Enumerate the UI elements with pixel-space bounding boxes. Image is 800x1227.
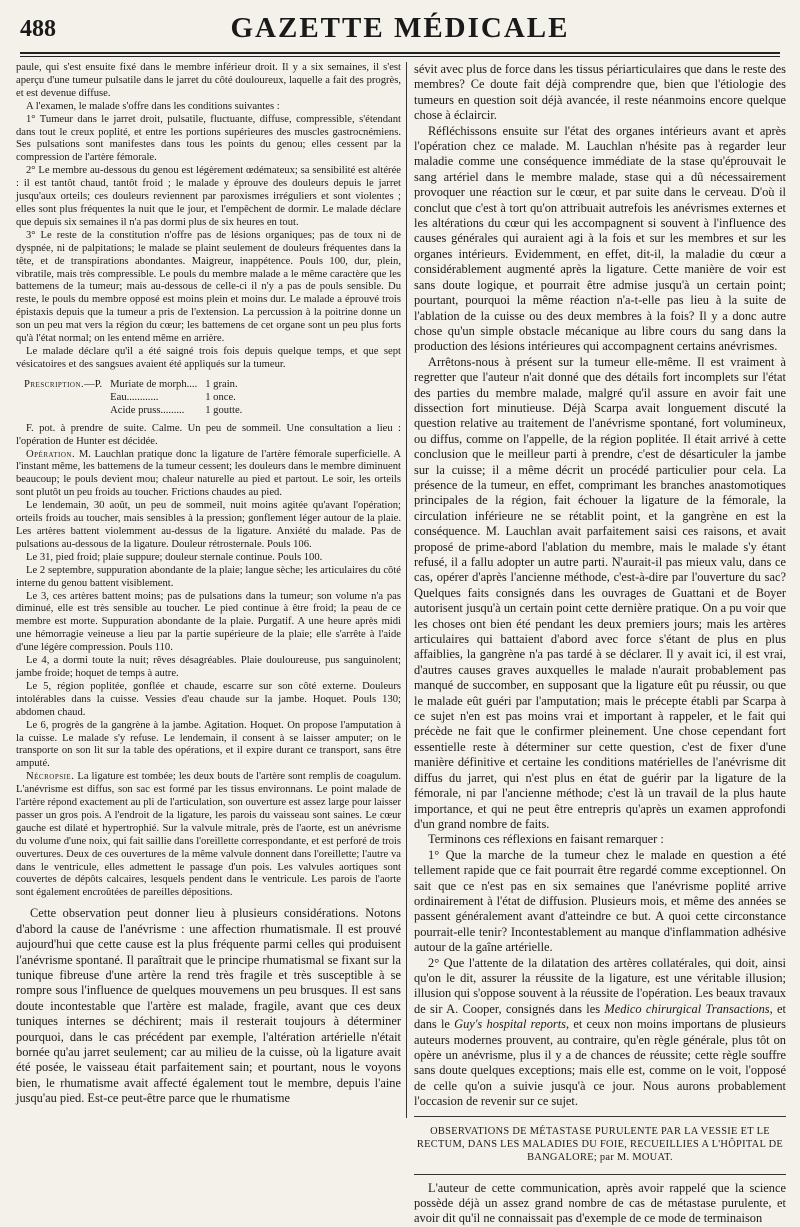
prescription-dose: 1 once.: [205, 391, 236, 403]
journal-title: GAZETTE MÉDICALE: [230, 12, 570, 44]
page-header: [20, 10, 780, 50]
paragraph: Cette observation peut donner lieu à plusieurs considérations. Notons d'abord la cause de l'anévrisme : une affection rhumatismale. Il est prouvé aujourd'hui que cette cause est la plus fréquente parmi celles qui produisent l'anévrisme spontané. Il paraîtrait que le principe rhumatismal se fixant sur la tunique fibreuse d'une artère la rend très fragile et très susceptible à se rompre sous l'influence de quelques mouvemens un peu brusques. Il est sans doute incontestable que l'artère est malade, fragile, avant que ces deux tuniques internes se déchirent; mais il resterait toujours à déterminer pourquoi, dans le cas précédent par exemple, l'altération artérielle n'était bornée qu'au jarret seulement; car au milieu de la cuisse, où la ligature avait été posée, le vaisseau était parfaitement sain; et pourtant, nous le voyons bien, le rhumatisme avait affecté également tout le membre, depuis l'aine jusqu'au pied. Est-ce peut-être parce que le rhumatisme: [16, 906, 401, 1106]
paragraph: Le 3, ces artères battent moins; pas de pulsations dans la tumeur; son volume n'a pas diminué, elle est très sensible au toucher. Le pied continue à être froid; la peau de ce membre est morte. Suppuration abondante de la plaie. Purgatif. A une heure après midi une hémorragie veineuse a lieu par la partie supérieure de la plaie; elle s'arrête à l'aide d'une légère compression. Pouls 110.: [16, 590, 401, 654]
header-rule: [20, 52, 780, 54]
prescription-dose: 1 grain.: [205, 378, 238, 390]
prescription-dose: 1 goutte.: [205, 404, 243, 416]
paragraph: Le malade déclare qu'il a été saigné trois fois depuis quelque temps, et que sept vésicatoires et des sangsues avaient été appliqués sur la tumeur.: [16, 345, 401, 370]
paragraph: 2° Que l'attente de la dilatation des artères collatérales, qui doit, ainsi qu'on le dit, assurer la réussite de la ligature, est une véritable illusion; illusion qui s'oppose souvent à la réussite de l'opération. Les beaux travaux de sir A. Cooper, consignés dans les Medico chirurgical Transactions, et dans le Guy's hospital reports, et ceux non moins importans de plusieurs auteurs modernes prouvent, au contraire, qu'en règle générale, plus tôt on opère un anévrisme, plus il y a de chances de réussite; cette règle souffre sans doute quelques exceptions; mais elle est, comme on le voit, l'opposé de celle qu'on a suivie jusqu'à ce jour. Nous aurons probablement l'occasion de revenir sur ce sujet.: [414, 955, 786, 1109]
paragraph: 1° Que la marche de la tumeur chez le malade en question a été tellement rapide que ce fait pourrait être regardé comme exceptionnel. On sait que ce n'est pas en six semaines que l'anévrisme poplité arrive ordinairement à l'état de diffusion. Plusieurs mois, et même des années se passent généralement avant d'atteindre ce but. A quoi cette circonstance pourrait-elle tenir? Incontestablement au manque d'inflammation adhésive autour de la gaîne artérielle.: [414, 847, 786, 955]
paragraph: Réfléchissons ensuite sur l'état des organes intérieurs avant et après l'opération chez ce malade. M. Lauchlan n'hésite pas à regarder leur maladie comme une conséquence immédiate de la stase qu'éprouvait le sang artériel dans le membre malade, stase qui a dû nécessairement provoquer une réaction sur le cœur, et par suite dans le cerveau. D'où il conclut que c'est à tort qu'on attribuait autrefois les anévrismes externes et les altérations du cœur qui les accompagnent si souvent à l'influence des causes générales qui auraient agi à la fois et sur les membres et sur les organes intérieurs. Evidemment, en effet, dit-il, la maladie du cœur a considérablement augmenté après la ligature. Cette manière de voir est sans doute logique, et pourrait être admise jusqu'à un certain point; pourtant, pourquoi la même réaction n'a-t-elle pas lieu à la suite de l'ablation de la cuisse ou des deux membres à la fois? Il y a donc autre chose qu'un simple obstacle mécanique au libre cours du sang dans la production des lésions intérieures qui accompagnent certains anévrismes.: [414, 123, 786, 354]
paragraph: 1° Tumeur dans le jarret droit, pulsatile, fluctuante, diffuse, compressible, s'étendant dans tout le creux poplité, et entre les portions supérieures des muscles gastrocnémiens. Ses pulsations sont manifestes dans tous les points du genou; elles cessent par la compression de l'artère fémorale.: [16, 113, 401, 164]
right-column: [414, 62, 786, 1226]
prescription-item: Muriate de morph....: [110, 378, 198, 390]
prescription-table: [20, 378, 246, 417]
paragraph: A l'examen, le malade s'offre dans les conditions suivantes :: [26, 100, 280, 112]
case-report: [16, 62, 401, 372]
paragraph: [16, 771, 401, 900]
prescription-label: Prescription.: [24, 378, 85, 390]
prescription-row: [20, 391, 246, 404]
journal-citation: Guy's hospital reports: [454, 1017, 567, 1032]
paragraph: Le 6, progrès de la gangrène à la jambe. Agitation. Hoquet. On propose l'amputation à la cuisse. Le malade s'y refuse. Le lendemain, il consent à se laisser amputer; on le transporte on son lit sur la table des opérations, et il expire durant ce transport, sans être amputé.: [16, 719, 401, 770]
section-rule: [414, 1116, 786, 1117]
paragraph: 2° Le membre au-dessous du genou est légèrement œdémateux; sa sensibilité est altérée : il est tantôt chaud, tantôt froid ; le malade y éprouve des douleurs depuis le jarret jusqu'aux orteils; ces douleurs reviennent par paroxismes irréguliers et sont violentes ; elles sont plus fréquentes la nuit que le jour, et l'empêchent de dormir. Le malade déclare que depuis six semaines il n'a pas dormi plus de six heures en tout.: [16, 165, 401, 228]
commentary-continued: [414, 62, 786, 1110]
paragraph: Le lendemain, 30 août, un peu de sommeil, nuit moins agitée qu'avant l'opération; orteils froids au toucher, mais sensibles à la pression; gonflement léger autour de la plaie. Les artères battent violemment au-dessus de la ligature. Anxiété du malade. Pas de pulsations au-dessous de la ligature. Douleur rétrosternale. Pouls 106.: [16, 500, 401, 550]
operation-label: Opération.: [26, 448, 76, 460]
necropsy-label: Nécropsie.: [26, 771, 75, 783]
paragraph: Le 5, région poplitée, gonflée et chaude, escarre sur son côté externe. Douleurs intolérables dans la cuisse. Vessies d'eau chaude sur la jambe. Hoquet. Pouls 130; abdomen chaud.: [16, 680, 401, 718]
prescription: [16, 378, 401, 417]
left-column: [16, 62, 401, 1120]
paragraph: 3° Le reste de la constitution n'offre pas de lésions organiques; pas de toux ni de dyspnée, ni de palpitations; le malade se plaint seulement de douleurs fréquentes dans la tête, et de transpirations abondantes. Maigreur, inappétence. Pouls 100, dur, plein, vibratile, mais très compressible. Le pouls du membre malade a le même caractère que les battemens de la tumeur; mais au-dessous de celle-ci il n'y a pas de pouls sensible. Du reste, le pouls du membre opposé est moins plein et moins dur. Le malade a éprouvé trois épistaxis depuis que la tumeur a pris de l'extension. La percussion à la poitrine donne un son un peu mat vers la région du cœur; les battemens de cet organe sont un peu plus forts qu'à l'état normal; on les entend même en arrière.: [16, 229, 401, 345]
paragraph: Terminons ces réflexions en faisant remarquer :: [428, 832, 664, 847]
paragraph: F. pot. à prendre de suite. Calme. Un peu de sommeil. Une consultation a lieu : l'opération de Hunter est décidée.: [16, 422, 401, 447]
article-title: OBSERVATIONS DE MÉTASTASE PURULENTE PAR LA VESSIE ET LE RECTUM, DANS LES MALADIES DU FOIE, RECUEILLIES A L'HÔPITAL DE BANGALORE; par M. MOUAT.: [416, 1125, 784, 1163]
paragraph: Le 2 septembre, suppuration abondante de la plaie; langue sèche; les articulaires du côté interne du genou battent visiblement.: [16, 564, 401, 589]
prescription-item: Acide pruss.........: [110, 404, 185, 416]
paragraph: sévit avec plus de force dans les tissus périarticulaires que dans le reste des membres? Ce doute fait déjà comprendre que, bien que l'étiologie des tumeurs en question soit déjà avancée, il reste néanmoins encore quelque chose à éclaircir.: [414, 62, 786, 123]
section-rule: [414, 1174, 786, 1175]
journal-citation: Medico chirurgical Transactions: [604, 1001, 770, 1016]
prescription-row: [20, 378, 246, 391]
paragraph: L'auteur de cette communication, après avoir rappelé que la science possède déjà un assez grand nombre de cas de métastase purulente, et avoir dit qu'il ne connaissait pas d'exemple de ce mode de terminaison: [414, 1180, 786, 1226]
column-divider: [406, 62, 407, 1118]
paragraph: [16, 449, 401, 501]
paragraph: Le 4, a dormi toute la nuit; rêves désagréables. Plaie douloureuse, pus sanguinolent; jambe froide; hoquet de temps à autre.: [16, 655, 401, 679]
necropsy-text: La ligature est tombée; les deux bouts de l'artère sont remplis de coagulum. L'anévrisme est diffus, son sac est formé par les tissus environnans. Le point malade de l'artère répond exactement au pli de l'articulation, son ouverture est assez large pour laisser passer un gros pois. A l'endroit de la ligature, les parois du vaisseau sont saines. Le cœur gauche est dilaté et hypertrophié. Sur la valvule mitrale, près de l'aorte, est un anévrisme du volume d'une noix, qui fait saillie dans l'oreillette correspondante, et est perforé de trois ouvertures. Deux de ces ouvertures de la même valvule donnent dans l'oreillette; l'autre va dans le ventricule, elles admettent le passage d'un pois. Les valvules aortiques sont couvertes de dépôts calcaires, lesquels pendent dans le ventricule. Les parois de l'aorte sont également encroûtées de pareilles dépositions.: [16, 771, 401, 899]
prescription-item: Eau............: [110, 391, 159, 403]
operation-text: M. Lauchlan pratique donc la ligature de l'artère fémorale superficielle. A l'instant même, les battemens de la tumeur cessent; les douleurs dans le membre diminuent beaucoup; le pouls devient mou; chaleur naturelle au pied et partout. Le soir, les orteils sont plutôt un peu froids au toucher. Frictions chaudes au pied.: [16, 448, 401, 499]
paragraph: Arrêtons-nous à présent sur la tumeur elle-même. Il est vraiment à regretter que l'auteur n'ait donné que des détails fort incomplets sur l'état des parties du membre malade, malgré qu'il assure en avoir fait une dissection fort minutieuse. Déjà Scarpa avait longuement discuté la question relative au traitement de l'anévrisme spontané, fort volumineux, ou diffus, comme on l'appelle, de la région poplitée. Il était arrivé à cette conclusion que le meilleur parti à prendre, c'est de désarticuler la jambe sur la cuisse; il a même décrit un procédé particulier pour cela. La présence de la tumeur, en effet, comprimant les branches anastomotiques principales de la région, fait échouer la ligature de la fémorale, la circulation inférieure ne se rétablit point, et la gangrène en est la conséquence. M. Lauchlan avait parfaitement saisi ces raisons, et avait proposé de prime-abord l'ablation du membre, mais le malade s'y étant refusé, il a fallu adopter un autre parti. N'aurait-il pas mieux valu, dans ce cas, opérer d'après l'ancienne méthode, c'est-à-dire par l'ouverture du sac? Quelques faits consignés dans les ouvrages de Guattani et de Boyer autorisent jusqu'à un certain point cette dernière pratique. On a pu voir que les choses ont bien été pendant les deux premiers jours; mais les artères articulaires qui battaient d'abord avec force s'étant de plus en plus affaiblies, la gangrène n'a pas tardé à se déclarer. Il y avait ici, il est vrai, d'autres causes graves auxquelles le malade n'aurait probablement pas manqué de succomber, en supposant que la ligature eût pu réussir, ou que le malade eût guéri par l'amputation; mais le précepte établi par Scarpa à ce sujet n'en est pas moins vrai et important à rappeler, et le fait qui précède ne fait que le confirmer pleinement. Une chose cependant fort essentielle reste à déterminer sur cette question, c'est de fixer d'une manière définitive et certaine les conditions matérielles de l'anévrisme dit diffus du jarret, qui n'est plus en état de guérir par la ligature de la fémorale, ni par l'ancienne méthode; c'est là un travail de la plus haute importance, et qui ne peut être entrepris qu'après un examen approfondi d'un grand nombre de faits.: [414, 354, 786, 831]
prescription-row: [20, 404, 246, 417]
paragraph: paule, qui s'est ensuite fixé dans le membre inférieur droit. Il y a six semaines, il s'est aperçu d'une tumeur pulsatile dans le jarret du côté douloureux, laquelle a fait des progrès, et est devenue diffuse.: [16, 62, 401, 99]
case-followup: [16, 423, 401, 901]
page-number: 488: [20, 16, 56, 42]
commentary: [16, 906, 401, 1106]
article-body: [414, 1181, 786, 1227]
prescription-dash: —P.: [84, 378, 103, 390]
header-rule-thin: [20, 56, 780, 57]
paragraph: Le 31, pied froid; plaie suppure; douleur sternale continue. Pouls 100.: [26, 551, 323, 563]
